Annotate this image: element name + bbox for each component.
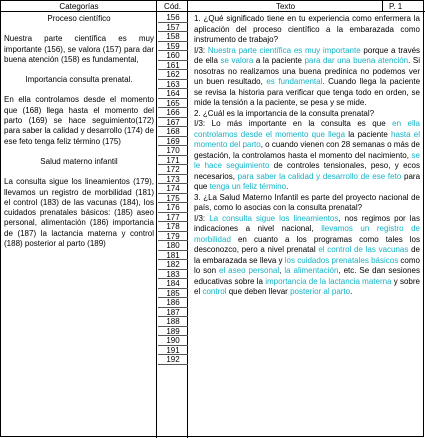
- code-cell: 169: [158, 137, 188, 147]
- highlighted-segment: la alimentación: [284, 266, 339, 275]
- code-cell: 187: [158, 308, 188, 318]
- code-cell: 163: [158, 80, 188, 90]
- code-cell: 172: [158, 165, 188, 175]
- text-segment: 1. ¿Qué significado tiene en tu experiencia como enfermera la aplicación del proceso científico a la embarazada como instrumento de trabajo?: [194, 14, 420, 44]
- code-cell: 173: [158, 175, 188, 185]
- code-cell: 191: [158, 346, 188, 356]
- categories-column: [4, 14, 154, 249]
- highlighted-segment: posterior al parto: [290, 287, 351, 296]
- category-heading: Salud materno infantil: [40, 156, 118, 166]
- code-cell: 164: [158, 89, 188, 99]
- category-summary: En ella controlamos desde el momento que (168) llega hasta el momento del parto (169) se hace seguimiento(172) para saber la calidad y desarrollo (174) de ese feto tenga feliz término (175): [4, 95, 154, 146]
- code-cell: 186: [158, 298, 188, 308]
- highlighted-segment: llevamos un registro de morbilidad: [194, 224, 421, 244]
- code-cell: 189: [158, 327, 188, 337]
- header-page: P. 1: [383, 1, 425, 12]
- code-cell: 178: [158, 222, 188, 232]
- code-cell: 184: [158, 279, 188, 289]
- code-cell: 165: [158, 99, 188, 109]
- highlighted-segment: importancia de la lactancia materna: [265, 276, 392, 286]
- highlighted-segment: para saber la calidad y desarrollo de ese feto: [237, 171, 402, 181]
- highlighted-segment: Nuestra parte científica es muy importante: [207, 45, 361, 55]
- code-cell: 159: [158, 42, 188, 52]
- header-texto: Texto: [188, 1, 383, 12]
- highlighted-segment: se le hace seguimiento: [194, 150, 420, 170]
- answer-text: [194, 119, 420, 193]
- header-cod: Cód.: [157, 1, 188, 12]
- code-cell: 158: [158, 32, 188, 42]
- spacer: [4, 85, 154, 95]
- text-segment: , o cuando vienen con 28 semanas o más de gestación, la controlamos hasta el momento del nacimiento,: [194, 140, 420, 160]
- code-cell: 190: [158, 336, 188, 346]
- category-heading: Proceso científico: [47, 14, 111, 23]
- code-cell: 176: [158, 203, 188, 213]
- code-cell: 162: [158, 70, 188, 80]
- code-cell: 171: [158, 156, 188, 166]
- highlighted-segment: control: [202, 287, 227, 296]
- code-cell: 170: [158, 146, 188, 156]
- text-segment: a la paciente: [253, 56, 305, 65]
- codes-column: [158, 13, 188, 365]
- code-cell: 177: [158, 213, 188, 223]
- code-cell: 156: [158, 13, 188, 23]
- code-cell: 188: [158, 317, 188, 327]
- text-segment: de controles tensionales, peso, y ecos necesarios,: [194, 161, 421, 181]
- code-cell: 179: [158, 232, 188, 242]
- highlighted-segment: tenga un feliz término: [209, 182, 287, 191]
- spacer: [4, 147, 154, 157]
- highlighted-segment: el control de las vacunas: [318, 245, 409, 254]
- code-cell: 168: [158, 127, 188, 137]
- text-segment: I/3: Lo más importante en la consulta es que: [194, 119, 393, 128]
- category-summary: La consulta sigue los lineamientos (179), llevamos un registro de morbilidad (181) el control (183) de las vacunas (184), los cuidados prenatales básicos: (185) aseo personal, alimentación (186) importancia de (187) la lactancia materna y control (188) posterior al parto (189): [4, 177, 154, 249]
- question-text: [194, 193, 420, 214]
- code-cell: 160: [158, 51, 188, 61]
- text-segment: 3. ¿La Salud Materno Infantil es parte del proyecto nacional de país, como lo asocias con la consulta prenatal?: [194, 192, 420, 212]
- answer-text: [194, 214, 420, 298]
- spacer: [4, 65, 154, 75]
- text-segment: y sobre el: [194, 276, 420, 296]
- text-segment: . Cuando llega la paciente se revisa la historia para verificar que tenga todo en orden, se mide la tensión a la paciente, se pesa y se mide.: [194, 77, 421, 107]
- text-segment: para que: [194, 171, 421, 191]
- text-segment: . Si nosotras no realizamos una buena predinica no podemos ver un buen resultado,: [194, 56, 421, 86]
- code-cell: 192: [158, 355, 188, 365]
- column-divider: [156, 1, 157, 438]
- text-segment: ,: [279, 266, 285, 275]
- text-segment: como lo son: [194, 255, 420, 275]
- answer-text: [194, 46, 420, 109]
- text-segment: , nos regimos por las indicaciones a nivel nacional,: [194, 213, 420, 233]
- highlighted-segment: el aseo personal: [219, 266, 280, 275]
- category-heading: Importancia consulta prenatal.: [25, 75, 133, 85]
- text-column: [194, 14, 420, 298]
- question-text: [194, 109, 420, 120]
- text-segment: que deben llevar: [226, 287, 291, 296]
- code-cell: 175: [158, 194, 188, 204]
- text-segment: .: [286, 182, 289, 191]
- code-cell: 166: [158, 108, 188, 118]
- code-cell: 182: [158, 260, 188, 270]
- text-segment: I/3:: [194, 213, 210, 223]
- highlighted-segment: La consulta sigue los lineamientos: [209, 213, 339, 223]
- highlighted-segment: se valora: [220, 56, 254, 65]
- highlighted-segment: los cuidados prenatales básicos: [284, 255, 399, 265]
- code-cell: 161: [158, 61, 188, 71]
- header-categorias: Categorías: [1, 1, 157, 12]
- code-cell: 181: [158, 251, 188, 261]
- spacer: [4, 24, 154, 34]
- text-segment: de la embarazada se lleva y: [194, 245, 421, 265]
- spacer: [4, 167, 154, 177]
- question-text: [194, 14, 420, 46]
- text-segment: porque a través de ella: [194, 45, 421, 65]
- code-cell: 174: [158, 184, 188, 194]
- code-cell: 180: [158, 241, 188, 251]
- category-summary: Nuestra parte científica es muy importante (156), se valora (157) para dar buena atención (158) es fundamental,: [4, 34, 154, 64]
- text-segment: , etc. Se dan sesiones educativas sobre la: [194, 266, 420, 286]
- text-segment: I/3:: [194, 45, 208, 55]
- text-segment: la paciente: [345, 129, 392, 139]
- highlighted-segment: hasta el momento del parto: [194, 129, 420, 149]
- column-divider: [382, 1, 383, 12]
- code-cell: 183: [158, 270, 188, 280]
- code-cell: 157: [158, 23, 188, 33]
- text-segment: .: [350, 287, 353, 296]
- highlighted-segment: es fundamental: [266, 77, 323, 86]
- code-cell: 185: [158, 289, 188, 299]
- text-segment: 2. ¿Cuál es la importancia de la consulta prenatal?: [194, 108, 375, 118]
- highlighted-segment: en ella controlamos desde el momento que llega: [194, 119, 420, 139]
- code-cell: 167: [158, 118, 188, 128]
- highlighted-segment: para dar una buena atención: [304, 56, 409, 65]
- text-segment: en cuanto a los programas como tales los desconozco, pero a nivel prenatal: [194, 234, 420, 254]
